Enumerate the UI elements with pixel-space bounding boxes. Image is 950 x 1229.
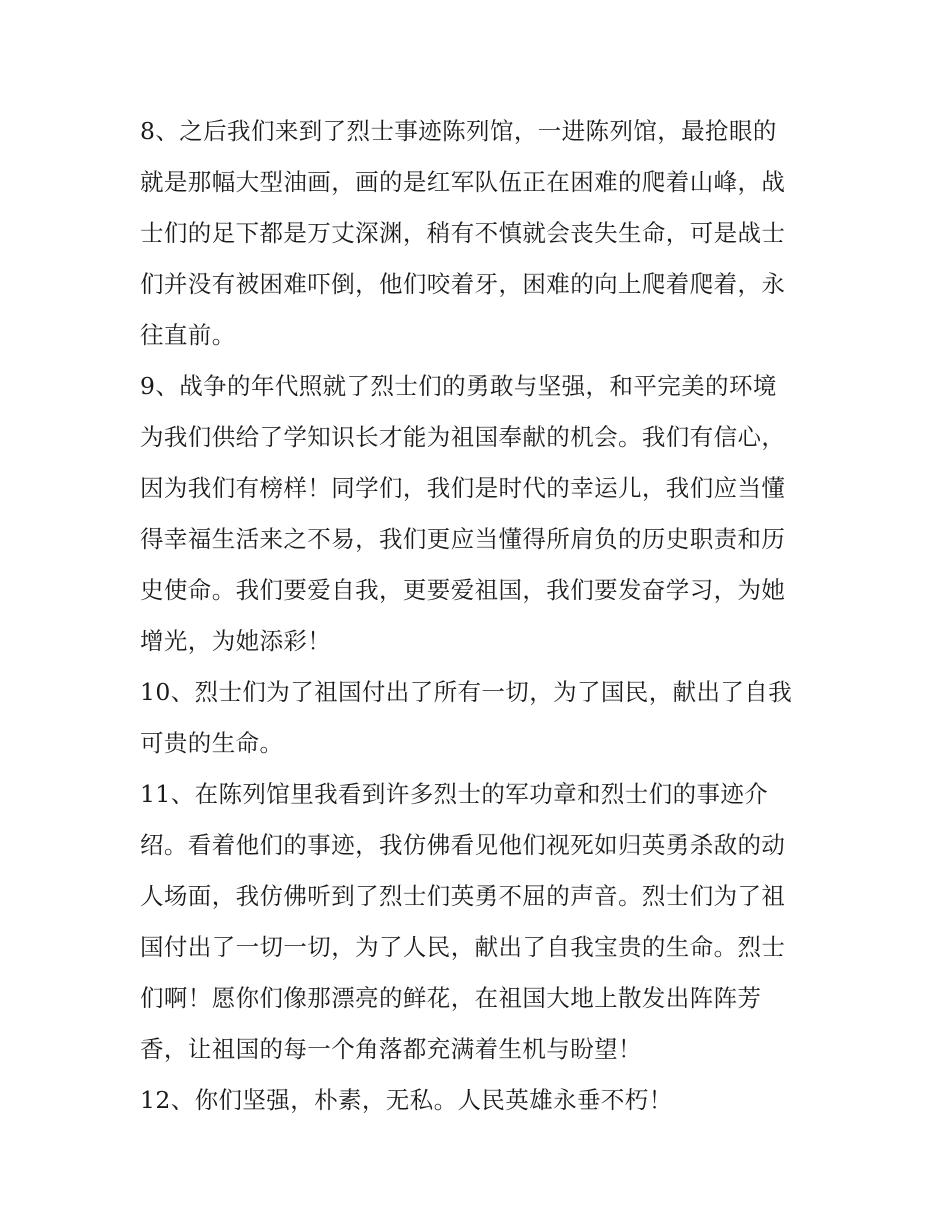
text-line: 史使命。我们要爱自我，更要爱祖国，我们要发奋学习，为她 — [140, 576, 786, 604]
text-line: 为我们供给了学知识长才能为祖国奉献的机会。我们有信心， — [140, 423, 786, 451]
text-line: 10、烈士们为了祖国付出了所有一切，为了国民，献出了自我 — [140, 678, 793, 706]
paragraph-11 — [140, 769, 812, 1075]
paragraph-12 — [140, 1075, 812, 1126]
text-line: 就是那幅大型油画，画的是红军队伍正在困难的爬着山峰，战 — [140, 168, 786, 196]
text-line: 绍。看着他们的事迹，我仿佛看见他们视死如归英勇杀敌的动 — [140, 831, 786, 859]
text-line: 增光，为她添彩！ — [140, 627, 332, 655]
text-line: 11、在陈列馆里我看到许多烈士的军功章和烈士们的事迹介 — [140, 780, 769, 808]
text-line: 人场面，我仿佛听到了烈士们英勇不屈的声音。烈士们为了祖 — [140, 882, 786, 910]
text-line: 香，让祖国的每一个角落都充满着生机与盼望！ — [140, 1035, 642, 1063]
text-line: 士们的足下都是万丈深渊，稍有不慎就会丧失生命，可是战士 — [140, 219, 786, 247]
text-line: 国付出了一切一切，为了人民，献出了自我宝贵的生命。烈士 — [140, 933, 786, 961]
text-line: 8、之后我们来到了烈士事迹陈列馆，一进陈列馆，最抢眼的 — [140, 117, 777, 145]
document-body — [140, 106, 812, 1126]
text-line: 可贵的生命。 — [140, 729, 284, 757]
text-line: 得幸福生活来之不易，我们更应当懂得所肩负的历史职责和历 — [140, 525, 786, 553]
text-line: 因为我们有榜样！同学们，我们是时代的幸运儿，我们应当懂 — [140, 474, 786, 502]
text-line: 们并没有被困难吓倒，他们咬着牙，困难的向上爬着爬着，永 — [140, 270, 786, 298]
text-line: 们啊！愿你们像那漂亮的鲜花，在祖国大地上散发出阵阵芳 — [140, 984, 762, 1012]
text-line: 9、战争的年代照就了烈士们的勇敢与坚强，和平完美的环境 — [140, 372, 777, 400]
paragraph-9 — [140, 361, 812, 667]
paragraph-8 — [140, 106, 812, 361]
text-line: 12、你们坚强，朴素，无私。人民英雄永垂不朽！ — [140, 1086, 673, 1114]
text-line: 往直前。 — [140, 321, 236, 349]
paragraph-10 — [140, 667, 812, 769]
